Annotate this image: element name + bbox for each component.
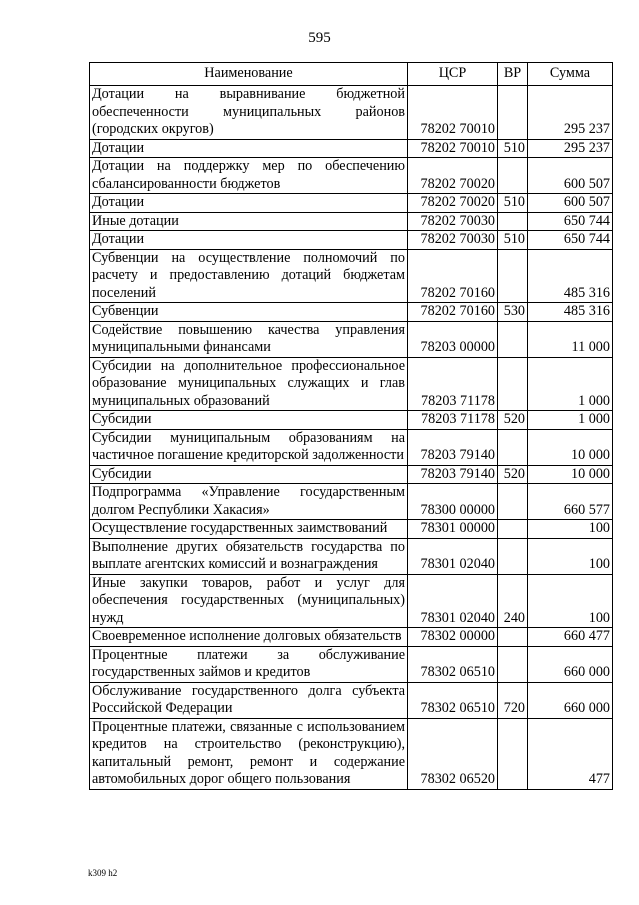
row-sum: 660 000 [528,646,613,682]
row-csr: 78301 02040 [408,574,498,628]
row-vr [498,321,528,357]
row-sum: 1 000 [528,357,613,411]
row-sum: 100 [528,520,613,539]
row-sum: 600 507 [528,194,613,213]
row-vr: 530 [498,303,528,322]
table-row [90,465,613,484]
footer-code: k309 h2 [88,868,118,878]
row-sum: 295 237 [528,86,613,140]
table-row [90,411,613,430]
row-csr: 78203 79140 [408,465,498,484]
row-vr [498,646,528,682]
row-sum: 100 [528,574,613,628]
row-name: Субсидии муниципальным образованиям на частичное погашение кредиторской задолженности [90,429,408,465]
row-vr [498,86,528,140]
row-sum: 1 000 [528,411,613,430]
row-csr: 78203 71178 [408,357,498,411]
row-name: Осуществление государственных заимствований [90,520,408,539]
table-row [90,429,613,465]
row-csr: 78203 71178 [408,411,498,430]
row-csr: 78302 06520 [408,718,498,789]
row-sum: 11 000 [528,321,613,357]
row-vr [498,357,528,411]
row-sum: 10 000 [528,429,613,465]
row-csr: 78301 00000 [408,520,498,539]
table-row [90,212,613,231]
row-sum: 600 507 [528,158,613,194]
budget-table [89,62,613,790]
row-csr: 78203 79140 [408,429,498,465]
page-number: 595 [308,30,331,46]
row-vr: 510 [498,194,528,213]
table-row [90,139,613,158]
row-name: Иные дотации [90,212,408,231]
row-csr: 78302 06510 [408,682,498,718]
table-row [90,249,613,303]
table-header-row [90,63,613,86]
row-name: Процентные платежи, связанные с использованием кредитов на строительство (реконструкцию), капитальный ремонт, ремонт и содержание автомобильных дорог общего пользования [90,718,408,789]
row-vr: 520 [498,411,528,430]
row-name: Подпрограмма «Управление государственным долгом Республики Хакасия» [90,484,408,520]
row-csr: 78202 70010 [408,86,498,140]
row-csr: 78202 70020 [408,194,498,213]
row-vr [498,628,528,647]
row-vr [498,484,528,520]
row-vr: 510 [498,139,528,158]
table-row [90,194,613,213]
row-sum: 485 316 [528,303,613,322]
row-name: Обслуживание государственного долга субъекта Российской Федерации [90,682,408,718]
row-name: Субвенции на осуществление полномочий по расчету и предоставлению дотаций бюджетам поселений [90,249,408,303]
row-name: Дотации [90,194,408,213]
table-row [90,718,613,789]
table-row [90,484,613,520]
row-name: Дотации на выравнивание бюджетной обеспеченности муниципальных районов (городских округов) [90,86,408,140]
table-row [90,574,613,628]
row-name: Процентные платежи за обслуживание государственных займов и кредитов [90,646,408,682]
table-row [90,86,613,140]
row-vr [498,538,528,574]
header-csr: ЦСР [408,63,498,86]
row-csr: 78202 70160 [408,303,498,322]
row-name: Содействие повышению качества управления муниципальными финансами [90,321,408,357]
row-csr: 78302 00000 [408,628,498,647]
row-vr [498,718,528,789]
row-vr [498,520,528,539]
row-csr: 78202 70020 [408,158,498,194]
table-row [90,321,613,357]
row-csr: 78202 70160 [408,249,498,303]
row-vr [498,429,528,465]
row-name: Своевременное исполнение долговых обязательств [90,628,408,647]
row-csr: 78202 70030 [408,231,498,250]
row-name: Субсидии [90,411,408,430]
table-row [90,303,613,322]
row-csr: 78302 06510 [408,646,498,682]
row-name: Выполнение других обязательств государства по выплате агентских комиссий и вознаграждения [90,538,408,574]
header-sum: Сумма [528,63,613,86]
table-row [90,231,613,250]
row-name: Дотации [90,139,408,158]
row-csr: 78202 70010 [408,139,498,158]
header-name: Наименование [90,63,408,86]
row-name: Субвенции [90,303,408,322]
table-row [90,646,613,682]
row-sum: 295 237 [528,139,613,158]
row-sum: 650 744 [528,212,613,231]
row-vr [498,212,528,231]
table-row [90,538,613,574]
row-name: Субсидии на дополнительное профессиональное образование муниципальных служащих и глав муниципальных образований [90,357,408,411]
row-vr [498,249,528,303]
table-row [90,520,613,539]
row-name: Дотации [90,231,408,250]
row-name: Дотации на поддержку мер по обеспечению сбалансированности бюджетов [90,158,408,194]
header-vr: ВР [498,63,528,86]
row-vr: 510 [498,231,528,250]
row-csr: 78203 00000 [408,321,498,357]
row-csr: 78202 70030 [408,212,498,231]
row-name: Иные закупки товаров, работ и услуг для обеспечения государственных (муниципальных) нужд [90,574,408,628]
row-vr: 520 [498,465,528,484]
row-sum: 660 477 [528,628,613,647]
row-sum: 100 [528,538,613,574]
row-sum: 485 316 [528,249,613,303]
row-sum: 10 000 [528,465,613,484]
row-sum: 477 [528,718,613,789]
row-csr: 78300 00000 [408,484,498,520]
table-row [90,682,613,718]
row-vr [498,158,528,194]
row-sum: 660 000 [528,682,613,718]
row-vr: 720 [498,682,528,718]
row-sum: 650 744 [528,231,613,250]
row-name: Субсидии [90,465,408,484]
row-csr: 78301 02040 [408,538,498,574]
table-row [90,628,613,647]
table-row [90,357,613,411]
row-vr: 240 [498,574,528,628]
table-row [90,158,613,194]
row-sum: 660 577 [528,484,613,520]
